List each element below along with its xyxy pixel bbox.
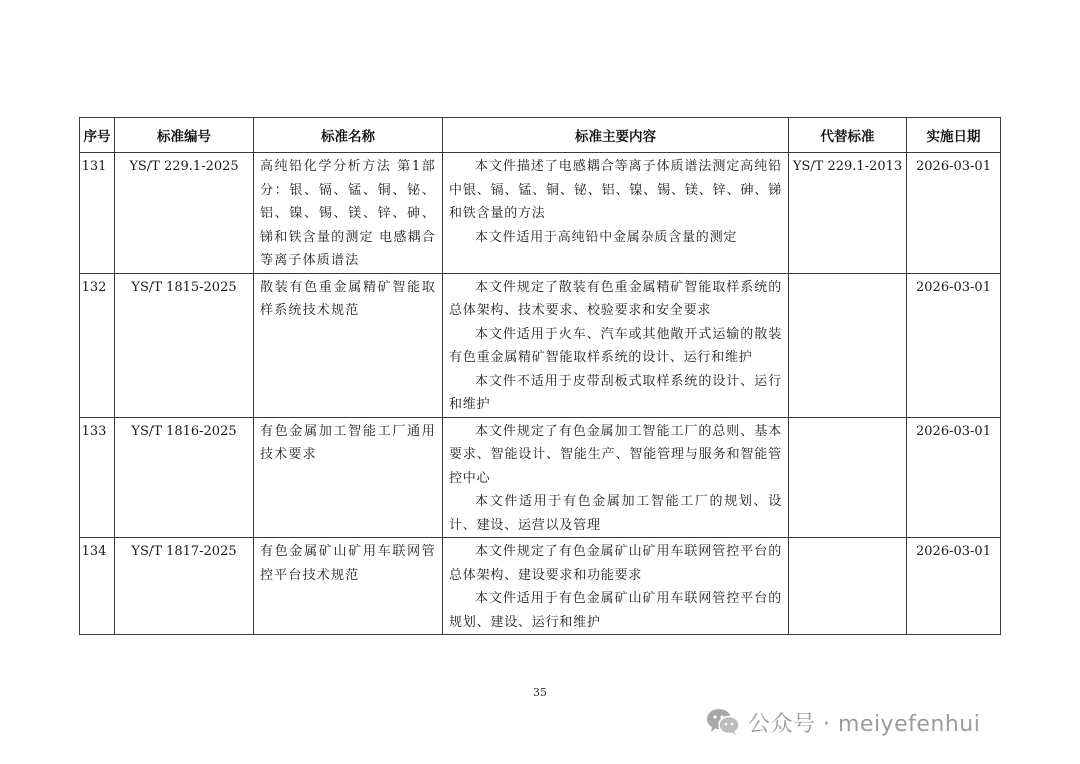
header-main-content: 标准主要内容 [443,118,789,153]
replaced-standard-cell [789,417,907,538]
table-row [80,153,1001,274]
standard-name-cell [254,153,443,274]
standard-name-cell [254,417,443,538]
replaced-standard-cell [789,153,907,274]
header-standard-code: 标准编号 [115,118,254,153]
replaced-standard-cell [789,538,907,635]
table-row [80,273,1001,417]
main-content-cell [443,538,789,635]
content-paragraph: 本文件适用于火车、汽车或其他敞开式运输的散装有色重金属精矿智能取样系统的设计、运行和维护 [449,326,782,365]
replaced-standard [789,538,906,540]
standard-code: YS/T 1817-2025 [131,544,237,559]
replaced-standard: YS/T 229.1-2013 [792,159,903,174]
standard-code-cell [115,153,254,274]
replaced-standard [789,418,906,420]
serial-number: 132 [81,279,107,295]
serial-number: 133 [81,423,107,439]
implementation-date-cell [907,417,1001,538]
implementation-date-cell [907,153,1001,274]
standard-code: YS/T 229.1-2025 [129,159,239,174]
page-number: 35 [533,686,547,699]
table-row [80,538,1001,635]
standard-code-cell [115,417,254,538]
watermark-text: 公众号 · meiyefenhui [748,711,981,737]
main-content-cell [443,153,789,274]
implementation-date: 2026-03-01 [916,279,991,295]
standards-table [79,117,1001,635]
standard-name-cell [254,538,443,635]
wechat-icon [706,707,740,737]
header-serial-number: 序号 [80,118,115,153]
content-paragraph: 本文件规定了有色金属矿山矿用车联网管控平台的总体架构、建设要求和功能要求 [449,544,782,583]
content-paragraph: 本文件规定了有色金属加工智能工厂的总则、基本要求、智能设计、智能生产、智能管理与服务和智能管控中心 [449,423,782,486]
header-implementation-date: 实施日期 [907,118,1001,153]
table-row [80,417,1001,538]
content-paragraph: 本文件适用于有色金属矿山矿用车联网管控平台的规划、建设、运行和维护 [449,591,782,630]
implementation-date: 2026-03-01 [916,544,991,559]
watermark [706,706,980,738]
standard-code-cell [115,538,254,635]
main-content-cell [443,417,789,538]
standard-name: 有色金属矿山矿用车联网管控平台技术规范 [260,544,436,583]
implementation-date-cell [907,273,1001,417]
serial-number: 131 [81,159,107,174]
content-paragraph: 本文件适用于有色金属加工智能工厂的规划、设计、建设、运营以及管理 [449,494,782,533]
header-standard-name: 标准名称 [254,118,443,153]
content-paragraph: 本文件适用于高纯铅中金属杂质含量的测定 [475,229,738,245]
header-replaced-standard: 代替标准 [789,118,907,153]
content-paragraph: 本文件规定了散装有色重金属精矿智能取样系统的总体架构、技术要求、校验要求和安全要求 [449,279,782,318]
serial-number-cell [80,273,115,417]
serial-number-cell [80,538,115,635]
replaced-standard [789,274,906,276]
main-content-cell [443,273,789,417]
standard-name: 散装有色重金属精矿智能取样系统技术规范 [260,279,436,318]
standard-name: 高纯铅化学分析方法 第1部分：银、镉、锰、铜、铋、铝、镍、锡、镁、锌、砷、锑和铁含量的测定 电感耦合等离子体质谱法 [260,159,436,268]
serial-number: 134 [81,544,107,559]
standard-code: YS/T 1816-2025 [131,423,237,439]
standard-name: 有色金属加工智能工厂通用技术要求 [260,423,436,462]
content-paragraph: 本文件不适用于皮带刮板式取样系统的设计、运行和维护 [449,373,782,412]
standard-code: YS/T 1815-2025 [131,279,237,295]
serial-number-cell [80,417,115,538]
table-header-row [80,118,1001,153]
replaced-standard-cell [789,273,907,417]
serial-number-cell [80,153,115,274]
implementation-date-cell [907,538,1001,635]
implementation-date: 2026-03-01 [916,423,991,439]
standard-code-cell [115,273,254,417]
standard-name-cell [254,273,443,417]
content-paragraph: 本文件描述了电感耦合等离子体质谱法测定高纯铅中银、镉、锰、铜、铋、铝、镍、锡、镁、锌、砷、锑和铁含量的方法 [449,159,782,221]
implementation-date: 2026-03-01 [916,159,991,174]
